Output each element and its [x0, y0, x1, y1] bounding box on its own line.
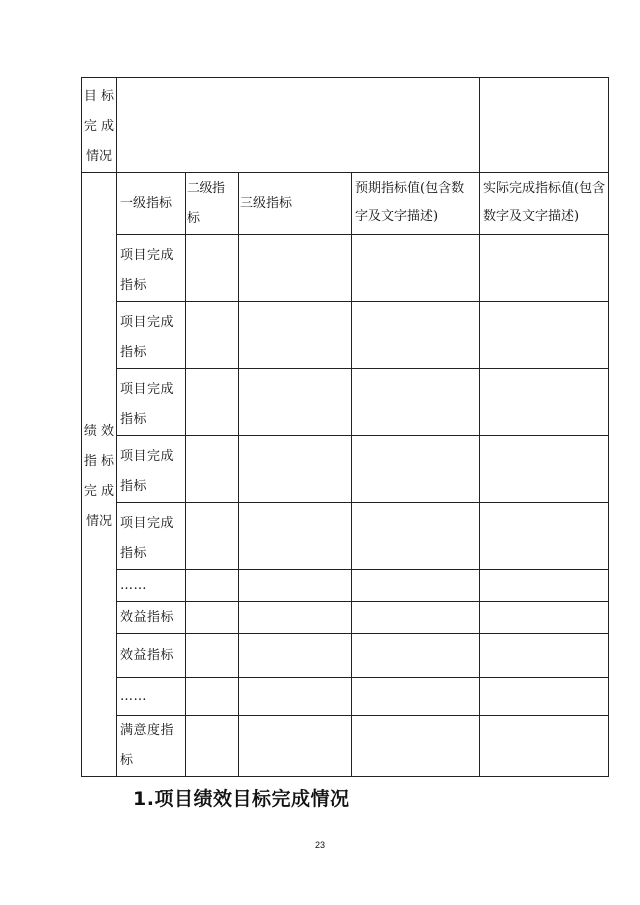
performance-label: 绩 效 指 标 完 成 情况	[83, 423, 115, 529]
table-row	[82, 716, 609, 777]
row-label-cell: 项目完成指标	[117, 436, 186, 503]
goal-extra-cell	[480, 78, 609, 173]
table-row	[82, 369, 609, 436]
row-label-cell: 项目完成指标	[117, 302, 186, 369]
header-level2: 二级指标	[186, 173, 239, 235]
section-heading: 1.项目绩效目标完成情况	[133, 788, 350, 810]
table-row	[82, 634, 609, 678]
goal-content-cell	[117, 78, 480, 173]
row-label-cell: 效益指标	[117, 634, 186, 678]
table-row	[82, 570, 609, 602]
table-row	[82, 678, 609, 716]
row-label-cell: ……	[117, 678, 186, 716]
header-level3: 三级指标	[239, 173, 352, 235]
table-row	[82, 602, 609, 634]
table-row	[82, 503, 609, 570]
goal-label: 目 标 完 成 情况	[83, 89, 115, 164]
table-row	[82, 302, 609, 369]
header-expected: 预期指标值(包含数字及文字描述)	[352, 173, 480, 235]
header-level1: 一级指标	[117, 173, 186, 235]
table-row	[82, 235, 609, 302]
page-number: 23	[314, 840, 325, 850]
header-row	[82, 173, 609, 235]
row-label-cell: 项目完成指标	[117, 235, 186, 302]
row-label-cell: 项目完成指标	[117, 369, 186, 436]
goal-label-cell	[82, 78, 117, 173]
header-actual: 实际完成指标值(包含数字及文字描述)	[480, 173, 609, 235]
performance-table	[81, 77, 609, 777]
goal-row	[82, 78, 609, 173]
row-label-cell: 满意度指标	[117, 716, 186, 777]
table-row	[82, 436, 609, 503]
row-label-cell: 项目完成指标	[117, 503, 186, 570]
row-label-cell: ……	[117, 570, 186, 602]
row-label-cell: 效益指标	[117, 602, 186, 634]
performance-label-cell	[82, 173, 117, 777]
